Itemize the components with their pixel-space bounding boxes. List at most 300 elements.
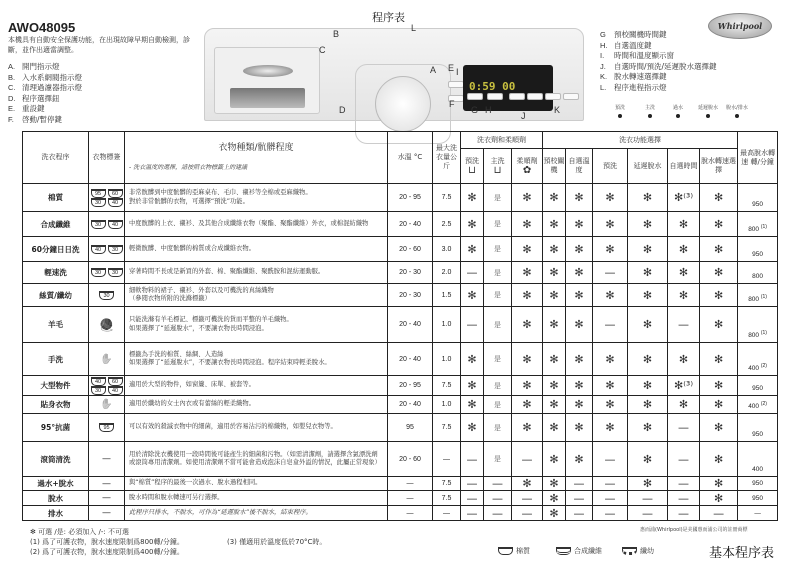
care-label-icon: 40 [108, 386, 123, 395]
cell-time-select: ✻ [668, 212, 700, 237]
header-label: 衣物標簽 [89, 132, 125, 184]
header-softener [512, 149, 543, 184]
cell-spin-select: ✻ [700, 307, 738, 343]
cell-mainwash: 是 [484, 414, 512, 442]
dash-icon: — [102, 508, 111, 518]
header-function: 自選時間 [668, 149, 700, 184]
program-description: 可以有效的殺滅衣物中的細菌，適用於容易沾污的棉織物，如嬰兒衣物等。 [125, 414, 388, 442]
legend-text: 啓動/暫停鍵 [22, 114, 63, 124]
water-temp: 20 - 40 [388, 343, 433, 376]
program-description: 細軟物料的裙子、襯衫、外套以及可機洗的真絲織物 （參閱衣物所附的洗滌標籤） [125, 284, 388, 307]
cell-softener: ✻ [512, 376, 543, 396]
cell-softener: ✻ [512, 237, 543, 262]
max-load: 7.5 [433, 414, 461, 442]
cell-delay-end: ✻ [543, 343, 566, 376]
indicator-4 [722, 104, 752, 118]
legend-text: 重設鍵 [22, 104, 45, 113]
max-load: 7.5 [433, 184, 461, 212]
program-description: 非常骯髒到中度骯髒的亞麻桌布、毛巾、襯衫等全棉或亞麻織物。 對於非常骯髒的衣物，可選擇“預洗”功能。 [125, 184, 388, 212]
water-temp: 20 - 95 [388, 376, 433, 396]
cell-softener: ✻ [512, 184, 543, 212]
cell-time-select: — [668, 477, 700, 491]
care-labels [89, 262, 125, 284]
program-description: 中度骯髒的上衣、襯衫、及其他合成纖維衣物（聚酯、聚酯纖維）外衣，或棉混紡織物 [125, 212, 388, 237]
header-temp: 水溫 °C [388, 132, 433, 184]
cell-softener: — [512, 491, 543, 506]
cell-spin-select: ✻ [700, 491, 738, 506]
cell-delay-spin: ✻ [628, 396, 668, 414]
max-load: 2.5 [433, 212, 461, 237]
cell-delay-end: ✻ [543, 284, 566, 307]
cell-prewash: ✻ [461, 237, 484, 262]
header-prewash [461, 149, 484, 184]
care-labels [89, 376, 125, 396]
program-name: 絲質/纖幼 [23, 284, 89, 307]
max-load: 3.0 [433, 237, 461, 262]
handwash-icon: ✋ [100, 353, 113, 365]
option-button-2 [527, 93, 543, 100]
program-table [22, 131, 778, 521]
program-name: 棉質 [23, 184, 89, 212]
cell-delay-end: ✻ [543, 262, 566, 284]
callout-b: B [333, 29, 340, 39]
indicator-1 [635, 104, 665, 118]
cell-spin-select: ✻ [700, 212, 738, 237]
cell-mainwash: 是 [484, 284, 512, 307]
indicator-light-icon [706, 114, 710, 118]
header-desc-title: 衣物種類/骯髒程度 [218, 142, 294, 153]
table-row [23, 212, 778, 237]
cell-delay-end: ✻ [543, 237, 566, 262]
table-row [23, 307, 778, 343]
indicator-label: 預洗 [614, 105, 625, 111]
water-temp: — [388, 477, 433, 491]
max-load: 2.0 [433, 262, 461, 284]
legend-item [8, 94, 82, 105]
cell-prewash-option: ✻ [593, 237, 628, 262]
max-spin [738, 184, 778, 212]
cell-time-select: ✻⁽³⁾ [668, 376, 700, 396]
care-label-icon: 95 [91, 189, 106, 198]
footnote-2: (2) 爲了可護衣物，脫水速度限制爲400轉/分鐘。 [30, 548, 184, 556]
option-button-1 [509, 93, 525, 100]
care-label-icon: 30 [91, 386, 106, 395]
callout-l: L [411, 23, 417, 33]
callout-a: A [430, 65, 437, 75]
care-labels [89, 307, 125, 343]
softener-icon: ✿ [522, 165, 532, 176]
program-description: 穿著時間不長或是新買的外套、棉、聚酯纖維、聚酰胺和混紡運動服。 [125, 262, 388, 284]
program-name: 大型物件 [23, 376, 89, 396]
cell-spin-select: ✻ [700, 442, 738, 477]
cell-delay-spin: ✻ [628, 477, 668, 491]
cell-prewash: ✻ [461, 343, 484, 376]
cell-temp-select: ✻ [566, 396, 593, 414]
indicator-label: 過水 [672, 105, 683, 111]
table-row [23, 396, 778, 414]
cell-time-select: ✻ [668, 237, 700, 262]
cell-temp-select: ✻ [566, 212, 593, 237]
cell-spin-select: ✻ [700, 414, 738, 442]
cell-prewash: ✻ [461, 212, 484, 237]
spin-value: 950 [752, 385, 764, 392]
water-temp: 20 - 40 [388, 396, 433, 414]
care-label-icon: 30 [91, 198, 106, 207]
spin-value: 800 [752, 273, 764, 280]
cell-prewash: — [461, 442, 484, 477]
bottom-title: 基本程序表 [709, 546, 775, 561]
spin-value: 800 [748, 296, 760, 303]
legend-item [600, 83, 717, 94]
legend-item [8, 104, 82, 115]
max-spin [738, 307, 778, 343]
program-name: 過水+脫水 [23, 477, 89, 491]
cell-softener: ✻ [512, 396, 543, 414]
care-label-icon: 60 [108, 189, 123, 198]
legend-item [8, 115, 82, 126]
legend-key: C. [8, 83, 16, 92]
legend-text: 預校關機時間鍵 [614, 30, 667, 39]
program-description: 與“棉質”程序的最後一次過水、脫水過程相同。 [125, 477, 388, 491]
cell-time-select: — [668, 307, 700, 343]
model-number: AWO48095 [8, 20, 76, 35]
water-temp: 20 - 60 [388, 442, 433, 477]
care-label-icon: 95 [99, 423, 114, 432]
cell-delay-end: ✻ [543, 212, 566, 237]
legend-item [8, 83, 82, 94]
program-name: 貼身衣物 [23, 396, 89, 414]
care-label-icon: 40 [91, 377, 106, 386]
cell-delay-spin: ✻ [628, 414, 668, 442]
cell-prewash-option: ✻ [593, 376, 628, 396]
max-load: 1.0 [433, 307, 461, 343]
cell-delay-spin: ✻ [628, 184, 668, 212]
cell-prewash-option: ✻ [593, 184, 628, 212]
care-label-icon: 30 [108, 245, 123, 254]
program-description: 只能洗滌有羊毛標記、標籤可機洗的貨而平整的羊毛織物。 如果選擇了“延遲脫水”，不要讓衣物長時間浸泡。 [125, 307, 388, 343]
spin-value: — [754, 510, 761, 517]
care-labels [89, 414, 125, 442]
cell-softener: — [512, 506, 543, 521]
program-name: 羊毛 [23, 307, 89, 343]
callout-h: H [485, 105, 492, 115]
cell-spin-select: ✻ [700, 237, 738, 262]
spin-note: (2) [760, 400, 767, 407]
water-temp: 20 - 40 [388, 212, 433, 237]
reset-button [448, 81, 464, 88]
table-row [23, 414, 778, 442]
cell-prewash-option: ✻ [593, 212, 628, 237]
header-function: 脫水轉速選擇 [700, 149, 738, 184]
care-labels [89, 477, 125, 491]
cell-mainwash: 是 [484, 262, 512, 284]
legend-item [600, 41, 717, 52]
indicator-0 [605, 104, 635, 118]
cotton-care-icon [498, 547, 513, 555]
cell-mainwash: 是 [484, 307, 512, 343]
water-temp: — [388, 491, 433, 506]
cell-spin-select: — [700, 506, 738, 521]
callout-e: E [448, 63, 455, 73]
option-button-3 [545, 93, 561, 100]
cell-mainwash: 是 [484, 237, 512, 262]
spin-value: 800 [748, 226, 760, 233]
program-name: 脫水 [23, 491, 89, 506]
fabric-cotton-label: 棉質 [516, 547, 530, 555]
cell-mainwash: 是 [484, 212, 512, 237]
legend-key: H. [600, 40, 608, 50]
cell-temp-select: ✻ [566, 442, 593, 477]
care-label-icon: 30 [108, 268, 123, 277]
header-mainwash [484, 149, 512, 184]
cell-mainwash: 是 [484, 442, 512, 477]
spin-value: 950 [752, 480, 764, 487]
cell-softener: ✻ [512, 212, 543, 237]
cell-delay-end: ✻ [543, 442, 566, 477]
callout-j: J [521, 111, 526, 121]
cell-time-select: ✻ [668, 343, 700, 376]
care-labels [89, 237, 125, 262]
legend-key: J. [600, 61, 606, 71]
legend-key: A. [8, 62, 16, 71]
table-row [23, 184, 778, 212]
spin-note: (2) [760, 362, 767, 369]
cell-prewash: — [461, 506, 484, 521]
max-spin [738, 237, 778, 262]
cell-delay-end: ✻ [543, 376, 566, 396]
care-labels [89, 506, 125, 521]
cell-time-select: ✻ [668, 262, 700, 284]
cell-temp-select: — [566, 506, 593, 521]
max-load: — [433, 506, 461, 521]
cell-delay-spin: ✻ [628, 237, 668, 262]
legend-key: E. [8, 104, 16, 113]
max-load: 7.5 [433, 491, 461, 506]
max-load: — [433, 442, 461, 477]
cell-prewash: — [461, 307, 484, 343]
cell-delay-end: ✻ [543, 506, 566, 521]
delicate-care-icon [622, 547, 637, 555]
header-prewash-label: 預洗 [465, 157, 479, 165]
dash-icon: — [102, 493, 111, 503]
table-row [23, 284, 778, 307]
synthetic-care-icon [556, 547, 571, 555]
indicator-3 [693, 104, 723, 118]
water-temp: 20 - 30 [388, 262, 433, 284]
max-spin [738, 442, 778, 477]
care-labels [89, 184, 125, 212]
cell-delay-end: ✻ [543, 184, 566, 212]
spin-note: (1) [760, 329, 767, 336]
program-description: 用於清除洗衣機使用一段時間後可能產生的細菌和污物。（如需清潔劑，請選擇含氯漂洗劑或滾筒專用清潔劑。如使用清潔劑不當可能會造成泡沫自皂盒外溢的情況，此屬正常現象） [125, 442, 388, 477]
legend-text: 清理過濾器指示燈 [22, 83, 82, 92]
cell-time-select: ✻ [668, 396, 700, 414]
max-spin [738, 343, 778, 376]
header-desc-note: - 洗衣溫度的選擇，請按照衣物標籤上的建議 [129, 163, 248, 171]
cell-delay-spin: ✻ [628, 284, 668, 307]
legend-right [600, 30, 717, 93]
care-label-icon: 30 [91, 268, 106, 277]
cell-spin-select: ✻ [700, 284, 738, 307]
indicator-light-icon [676, 114, 680, 118]
spin-note: (1) [760, 223, 767, 230]
max-spin [738, 396, 778, 414]
dash-icon: — [102, 478, 111, 489]
cell-temp-select: ✻ [566, 307, 593, 343]
legend-text: 自選時間/預洗/延遲脫水選擇鍵 [614, 61, 717, 71]
legend-text: 時間和溫度顯示窗 [614, 51, 674, 60]
footnote-3: (3) 僅適用於溫度低於70°C時。 [227, 538, 327, 546]
water-temp: — [388, 506, 433, 521]
spin-button [563, 93, 579, 100]
water-temp: 20 - 95 [388, 184, 433, 212]
control-panel-diagram [204, 23, 584, 121]
legend-key: F. [8, 114, 14, 124]
cell-prewash: ✻ [461, 396, 484, 414]
header-function: 自選溫度 [566, 149, 593, 184]
cell-delay-spin: ✻ [628, 307, 668, 343]
cell-temp-select: ✻ [566, 376, 593, 396]
cell-mainwash: 是 [484, 376, 512, 396]
cell-spin-select: ✻ [700, 184, 738, 212]
max-spin [738, 491, 778, 506]
cell-prewash: — [461, 491, 484, 506]
max-load: 7.5 [433, 376, 461, 396]
max-load: 1.0 [433, 396, 461, 414]
program-name: 合成纖維 [23, 212, 89, 237]
table-row [23, 343, 778, 376]
intro-text: 本機具有自動安全保護功能，在出現故障早期自動檢測，診斷，並作出適當調整。 [8, 36, 190, 54]
max-spin [738, 506, 778, 521]
cell-time-select: — [668, 414, 700, 442]
cell-temp-select: ✻ [566, 237, 593, 262]
callout-g: G [471, 105, 479, 115]
table-row [23, 491, 778, 506]
program-description: 此程序只排水，不脫水，可作為“延遲脫水”後不脫水，結束程序。 [125, 506, 388, 521]
cell-softener: ✻ [512, 477, 543, 491]
cell-spin-select: ✻ [700, 343, 738, 376]
program-dial [375, 76, 431, 132]
cell-softener: — [512, 442, 543, 477]
program-name: 輕速洗 [23, 262, 89, 284]
cell-delay-end: ✻ [543, 307, 566, 343]
cell-prewash: — [461, 262, 484, 284]
cell-spin-select: ✻ [700, 477, 738, 491]
care-label-icon: 30 [91, 220, 106, 229]
spin-value: 400 [748, 365, 760, 372]
care-label-icon: 40 [108, 220, 123, 229]
program-description: 輕微骯髒、中度骯髒的棉質或合成纖維衣物。 [125, 237, 388, 262]
cell-delay-spin: ✻ [628, 376, 668, 396]
cell-temp-select: ✻ [566, 262, 593, 284]
cell-softener: ✻ [512, 262, 543, 284]
header-mainwash-label: 主洗 [490, 157, 505, 165]
care-labels [89, 491, 125, 506]
cell-softener: ✻ [512, 414, 543, 442]
cell-prewash-option: ✻ [593, 343, 628, 376]
temp-button [487, 93, 503, 100]
legend-item [600, 62, 717, 73]
max-spin [738, 262, 778, 284]
indicator-label: 主洗 [644, 105, 655, 111]
footnote-1: (1) 爲了可護衣物，脫水速度限制爲800轉/分鐘。 [30, 538, 184, 546]
legend-text: 脫水轉速選擇鍵 [614, 72, 667, 81]
legend-key: B. [8, 72, 16, 82]
program-name: 95°抗菌 [23, 414, 89, 442]
cell-delay-spin: — [628, 491, 668, 506]
whirlpool-logo: Whirlpool [708, 13, 772, 39]
cell-mainwash: 是 [484, 343, 512, 376]
cell-delay-end: ✻ [543, 414, 566, 442]
fabric-delicate-label: 纖幼 [640, 547, 654, 555]
indicator-label: 脫水/排水 [726, 105, 748, 111]
cell-time-select: ✻⁽³⁾ [668, 184, 700, 212]
cell-prewash: ✻ [461, 414, 484, 442]
program-description: 脫水時間和脫水轉速可另行選擇。 [125, 491, 388, 506]
care-labels [89, 343, 125, 376]
legend-item [8, 73, 82, 84]
cell-delay-spin: ✻ [628, 343, 668, 376]
cell-prewash-option: — [593, 506, 628, 521]
cell-time-select: — [668, 491, 700, 506]
header-program: 洗衣程序 [23, 132, 89, 184]
cell-temp-select: ✻ [566, 414, 593, 442]
cell-prewash-option: — [593, 307, 628, 343]
cell-temp-select: — [566, 477, 593, 491]
cell-prewash-option: — [593, 491, 628, 506]
legend-text: 開門指示燈 [22, 62, 60, 71]
header-softener-label: 柔順劑 [516, 157, 538, 165]
program-name: 滾筒清洗 [23, 442, 89, 477]
legend-item [600, 72, 717, 83]
spin-value: 950 [752, 201, 764, 208]
cell-time-select: — [668, 442, 700, 477]
max-load: 1.5 [433, 284, 461, 307]
table-row [23, 237, 778, 262]
footnotes [30, 527, 327, 557]
header-function: 預洗 [593, 149, 628, 184]
indicator-label: 延遲脫水 [697, 105, 718, 111]
cell-mainwash: 是 [484, 184, 512, 212]
care-labels [89, 396, 125, 414]
cell-spin-select: ✻ [700, 376, 738, 396]
program-name: 60分鐘日日洗 [23, 237, 89, 262]
program-description: 標籤為手洗的棉質、絲綢、人造絲 如果選擇了“延遲脫水”，不要讓衣物長時間浸泡。程序結束時輕柔脫水。 [125, 343, 388, 376]
cell-prewash-option: — [593, 442, 628, 477]
header-function-group: 洗衣功能選擇 [543, 132, 738, 149]
legend-text: 程序進程指示燈 [614, 82, 667, 92]
care-label-icon: 30 [99, 291, 114, 300]
max-spin [738, 376, 778, 396]
cell-softener: ✻ [512, 307, 543, 343]
table-row [23, 442, 778, 477]
spin-value: 400 [748, 403, 760, 410]
callout-k: K [554, 105, 561, 115]
fabric-cotton [498, 546, 530, 556]
cell-delay-end: ✻ [543, 477, 566, 491]
table-row [23, 376, 778, 396]
prewash-icon: ⊔ [468, 165, 476, 176]
delay-button [467, 93, 483, 100]
cell-spin-select: ✻ [700, 262, 738, 284]
cell-prewash-option: — [593, 477, 628, 491]
brand-logo-small [243, 65, 293, 77]
spin-value: 950 [752, 495, 764, 502]
page-title: 程序表 [372, 11, 405, 24]
cell-spin-select: ✻ [700, 396, 738, 414]
callout-i: I [456, 67, 459, 77]
cell-delay-spin: ✻ [628, 442, 668, 477]
